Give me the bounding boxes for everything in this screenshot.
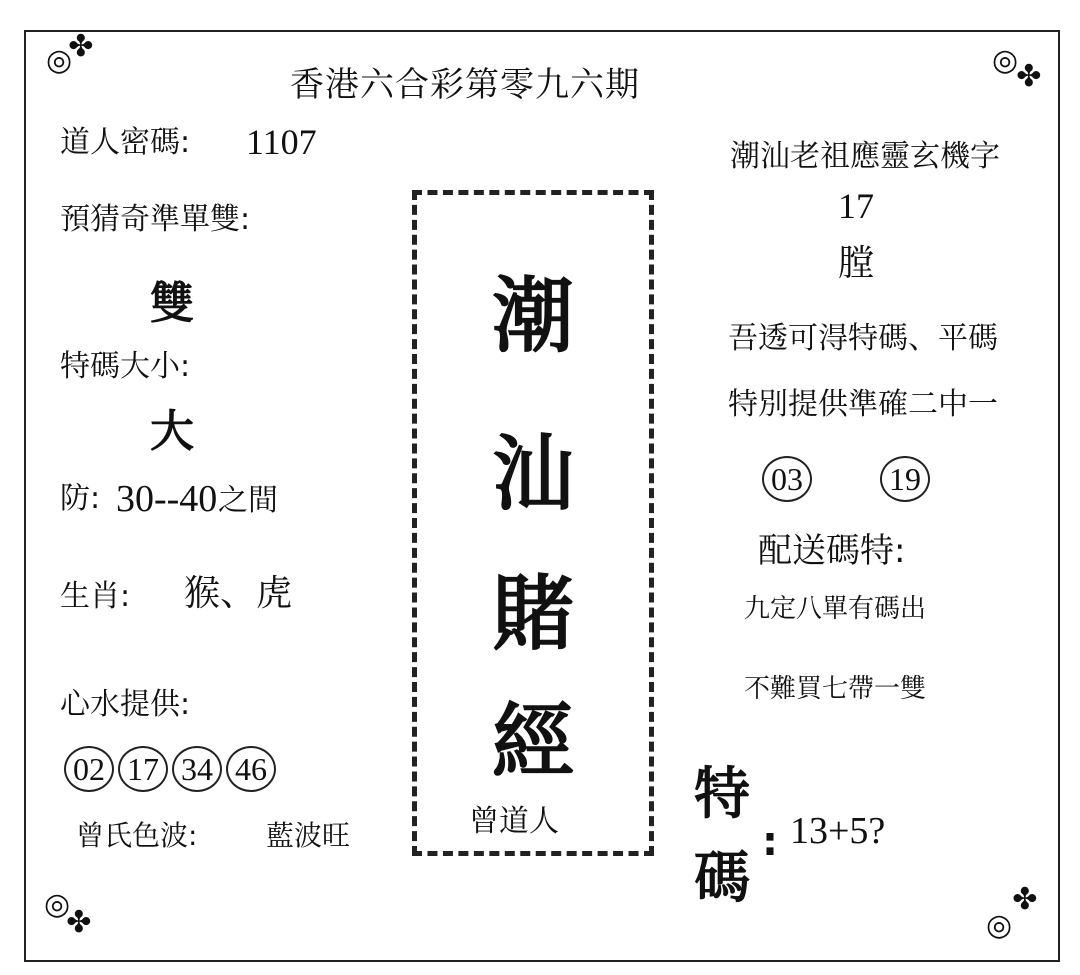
talisman-icon: ◎✤	[992, 43, 1042, 94]
vertical-char: 汕	[491, 426, 574, 522]
oddeven-label: 預猜奇準單雙:	[60, 202, 251, 237]
ball-number: 34	[172, 746, 222, 792]
vertical-char: 賭	[491, 566, 574, 662]
heart-numbers	[64, 746, 280, 792]
guard-suffix: 之間	[218, 483, 278, 518]
special-char-2: 碼	[694, 845, 750, 911]
talisman-icon: ◎✤	[986, 882, 1038, 943]
wave-value: 藍波旺	[266, 819, 351, 852]
talisman-icon: ◎✤	[44, 887, 92, 940]
heart-label: 心水提供:	[60, 687, 191, 722]
size-label: 特碼大小:	[60, 349, 191, 384]
center-panel	[412, 190, 654, 856]
hint-line-1: 九定八單有碼出	[744, 594, 927, 624]
page-title: 香港六合彩第零九六期	[290, 65, 640, 105]
author-name: 曾道人	[469, 804, 559, 839]
guard-label: 防:	[60, 481, 101, 516]
right-heading: 潮汕老祖應靈玄機字	[730, 139, 1000, 174]
wave-label: 曾氏色波:	[76, 819, 198, 852]
special-colon: :	[762, 819, 778, 865]
ball-number: 02	[64, 746, 114, 792]
special-value: 13+5?	[790, 810, 886, 852]
vertical-char: 經	[491, 694, 574, 790]
ball-number: 17	[118, 746, 168, 792]
talisman-icon: ◎✤	[46, 29, 94, 78]
delivery-label: 配送碼特:	[758, 531, 906, 571]
password-value: 1107	[246, 122, 317, 162]
ball-number: 19	[880, 456, 930, 502]
right-line-1: 吾透可淂特碼、平碼	[728, 321, 998, 356]
mystery-number: 17	[838, 186, 874, 226]
hint-line-2: 不難買七帶一雙	[744, 674, 927, 704]
zodiac-value: 猴、虎	[184, 573, 293, 614]
pair-numbers	[762, 456, 934, 502]
oddeven-value: 雙	[150, 278, 194, 329]
size-value: 大	[150, 406, 194, 457]
special-char-1: 特	[694, 761, 750, 827]
ball-number: 46	[226, 746, 276, 792]
zodiac-label: 生肖:	[60, 579, 131, 614]
mystery-char: 膛	[838, 243, 875, 284]
ball-number: 03	[762, 456, 812, 502]
password-label: 道人密碼:	[60, 125, 191, 160]
right-line-2: 特別提供準確二中一	[728, 387, 998, 422]
guard-value: 30--40	[116, 478, 218, 520]
vertical-char: 潮	[491, 268, 574, 364]
